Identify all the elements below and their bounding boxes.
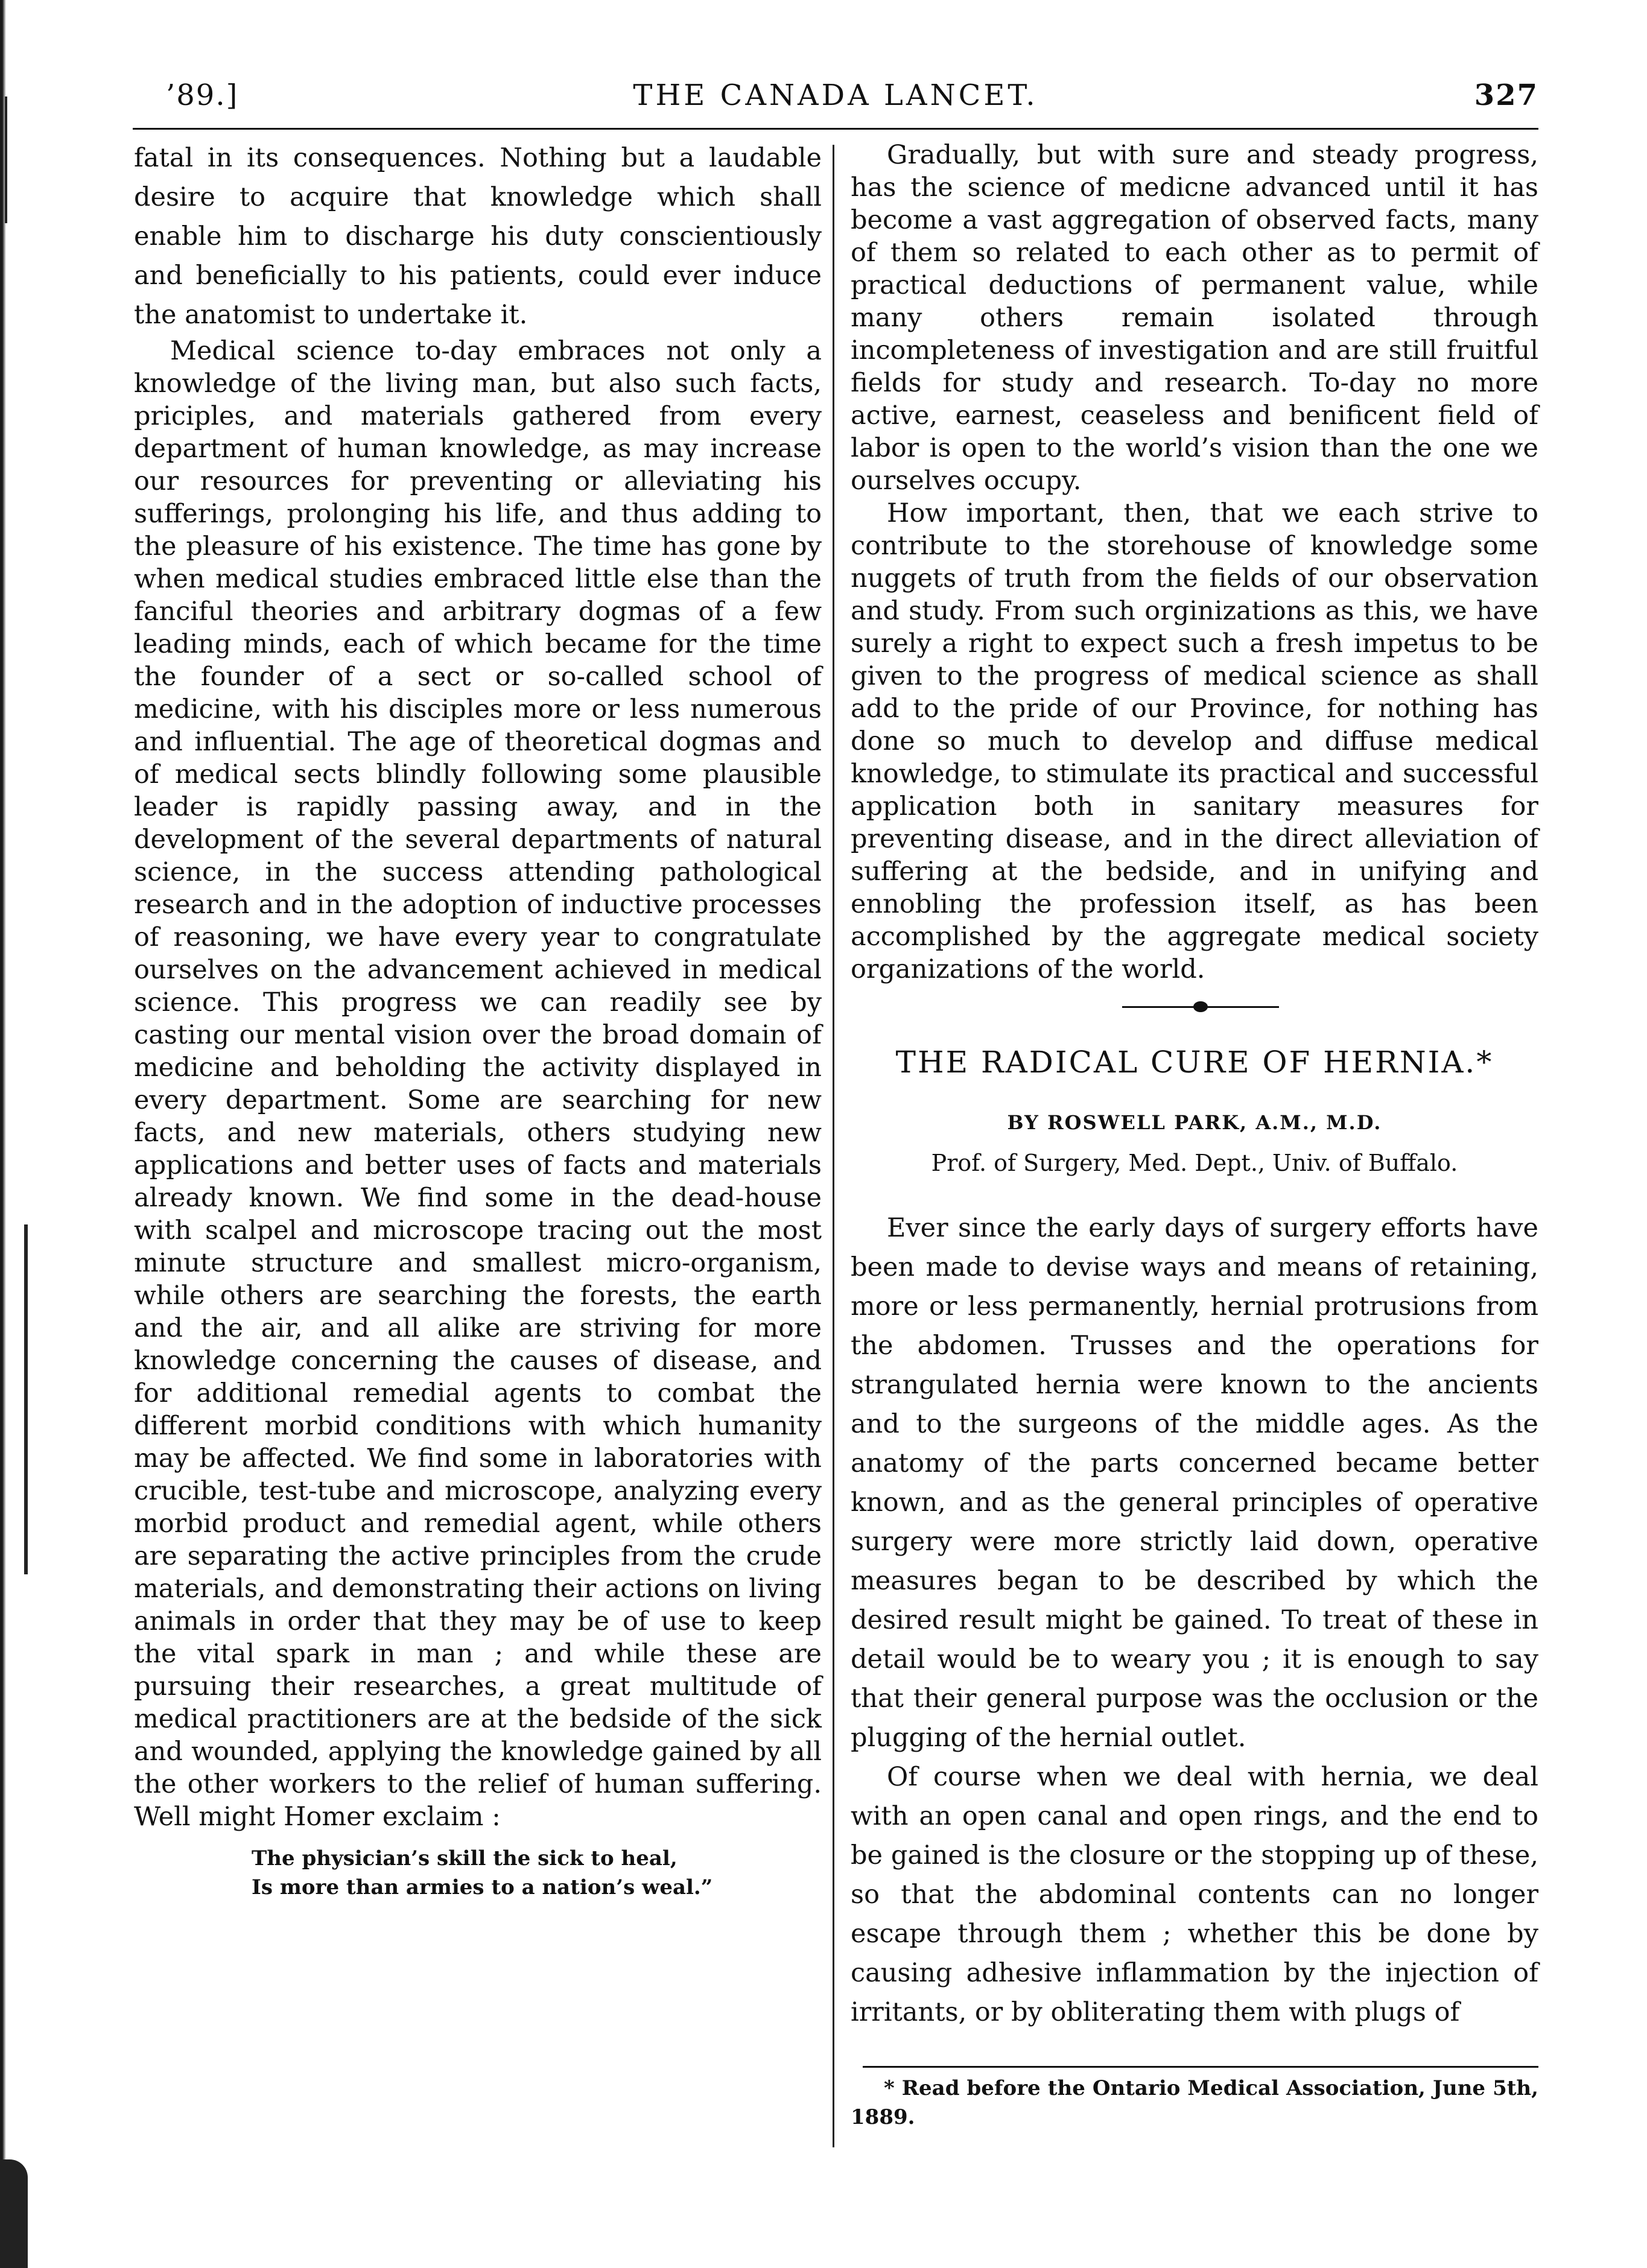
paragraph: Of course when we deal with hernia, we deal with an open canal and open rings, and the end to be gained is the closure or the stopping up of these, so that the abdominal contents can no longer escape through them ; whether this be done by causing adhesive inflammation by the injection of irritants, or by obliterating them with plugs of (851, 1762, 1538, 2027)
section-divider-ornament (851, 986, 1538, 1028)
scan-mark-bottom (0, 2159, 28, 2268)
paragraph: Ever since the early days of surgery efforts have been made to devise ways and means of retaining, more or less permanently, hernial protrusions from the abdomen. Trusses and the operations for strangulated hernia were known to the ancients and to the surgeons of the middle ages. As the anatomy of the parts concerned became better known, and as the general principles of operative surgery were more strictly laid down, operative measures began to be described by which the desired result might be gained. To treat of these in detail would be to weary you ; it is enough to say that their general purpose was the occlusion or the plugging of the hernial outlet. (851, 1213, 1538, 1753)
paragraph: How important, then, that we each strive to contribute to the storehouse of knowledge some nuggets of truth from the fields of our observation and study. From such orginizations as this, we have surely a right to expect such a fresh impetus to be given to the progress of medical science as shall add to the pride of our Province, for nothing has done so much to develop and diffuse medical knowledge, to stimulate its practical and successful application both in sanitary measures for preventing disease, and in the direct alleviation of suffering at the bedside, and in unifying and ennobling the profession itself, as has been accomplished by the aggregate medical society organizations of the world. (851, 498, 1538, 984)
running-header (133, 78, 1538, 127)
footnote (851, 2074, 1538, 2132)
left-column (134, 139, 822, 1902)
scan-edge (0, 0, 6, 2268)
paragraph: Medical science to-day embraces not only a knowledge of the living man, but also such facts, priciples, and materials gathered from every department of human knowledge, as may increase our resources for preventing or alleviating his sufferings, prolonging his life, and thus adding to the pleasure of his existence. The time has gone by when medical studies embraced little else than the fanciful theories and arbitrary dogmas of a few leading minds, each of which became for the time the founder of a sect or so-called school of medicine, with his disciples more or less numerous and influential. The age of theoretical dogmas and of medical sects blindly following some plausible leader is rapidly passing away, and in the development of the several departments of natural science, in the success attending pathological research and in the adoption of inductive processes of reasoning, we have every year to congratulate ourselves on the advancement achieved in medical science. This progress we can readily see by casting our mental vision over the broad domain of medicine and beholding the activity displayed in every department. Some are searching for new facts, and new materials, others studying new applications and better uses of facts and materials already known. We find some in the dead-house with scalpel and microscope tracing out the most minute structure and smallest micro-organism, while others are searching the forests, the earth and the air, and all alike are striving for more knowledge concerning the causes of disease, and for additional remedial agents to combat the different morbid conditions with which humanity may be affected. We find some in laboratories with crucible, test-tube and microscope, analyzing every morbid product and remedial agent, while others are separating the active principles from the crude materials, and demonstrating their actions on living animals in order that they may be of use to keep the vital spark in man ; and while these are pursuing their researches, a great multitude of medical practitioners are at the bedside of the sick and wounded, applying the knowledge gained by all the other workers to the relief of human suffering. Well might Homer exclaim : (134, 336, 822, 1832)
verse-line: The physician’s skill the sick to heal, (252, 1846, 678, 1870)
header-rule (133, 128, 1538, 130)
paragraph: Gradually, but with sure and steady progress, has the science of medicne advanced until it has become a vast aggregation of observed facts, many of them so related to each other as to permit of practical deductions of permanent value, while many others remain isolated through incompleteness of investigation and are still fruitful fields for study and research. To-day no more active, earnest, ceaseless and benificent field of labor is open to the world’s vision than the one we ourselves occupy. (851, 140, 1538, 496)
issue-year: ’89.] (166, 78, 239, 112)
homer-quotation (134, 1844, 822, 1902)
verse-line: Is more than armies to a nation’s weal.” (252, 1875, 713, 1899)
page-number: 327 (1474, 78, 1538, 112)
paragraph: fatal in its consequences. Nothing but a laudable desire to acquire that knowledge which shall enable him to discharge his duty conscientiously and beneficially to his patients, could ever induce the anatomist to undertake it. (134, 143, 822, 330)
footnote-text: * Read before the Ontario Medical Association, June 5th, 1889. (851, 2076, 1538, 2129)
footnote-rule (863, 2066, 1538, 2068)
scan-mark-middle (24, 1224, 28, 1574)
journal-title: THE CANADA LANCET. (633, 78, 1038, 112)
article-title: THE RADICAL CURE OF HERNIA.* (895, 1045, 1494, 1080)
column-divider (833, 145, 834, 2147)
right-column (851, 139, 1538, 2032)
article-byline: BY ROSWELL PARK, A.M., M.D. (1007, 1111, 1382, 1134)
scan-mark-top (5, 97, 7, 223)
author-affiliation: Prof. of Surgery, Med. Dept., Univ. of Buffalo. (931, 1150, 1458, 1176)
